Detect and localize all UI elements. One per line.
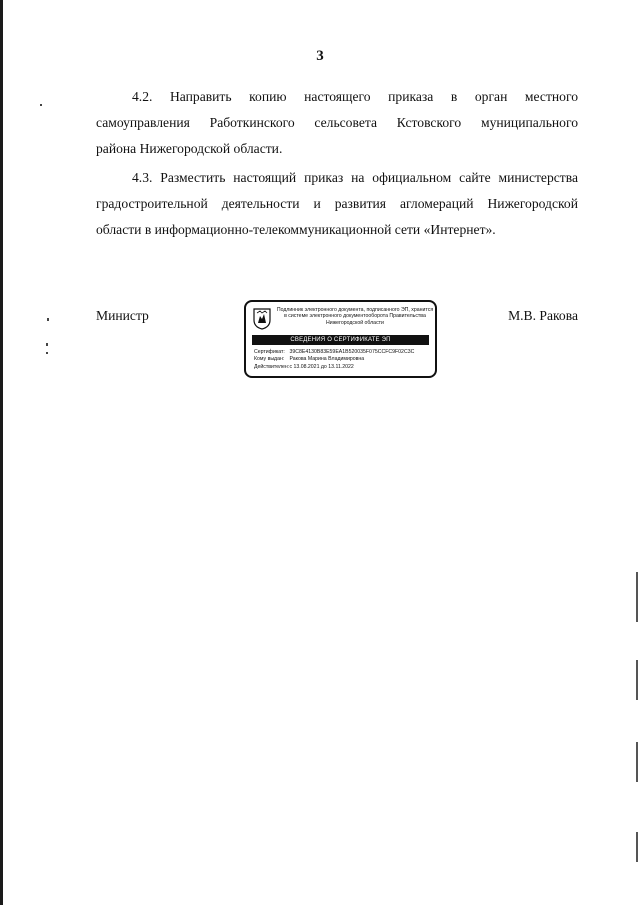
certificate-value: 39C8E4130B83E59EA1B520035F075CCFC9F02C3C — [289, 349, 415, 355]
owner-label: Кому выдан: — [254, 356, 285, 363]
paragraph-line: самоуправления Работкинского сельсовета Кстовского муниципального — [96, 115, 578, 130]
scan-speck — [47, 318, 49, 321]
stamp-header: Подлинник электронного документа, подписанного ЭП, хранится в системе электронного документооборота Правительства Нижегородской области — [276, 307, 434, 326]
validity-value: с 13.08.2021 до 13.11.2022 — [289, 363, 354, 370]
scan-right-mark — [636, 660, 638, 700]
owner-value: Ракова Марина Владимировна — [289, 356, 365, 363]
stamp-owner-row — [254, 356, 414, 363]
scan-speck — [46, 352, 48, 354]
paragraph-line: градостроительной деятельности и развития агломераций Нижегородской — [96, 196, 578, 211]
paragraph-4-3 — [96, 165, 578, 243]
electronic-signature-stamp — [244, 300, 437, 378]
validity-label: Действителен: — [254, 363, 290, 370]
signatory-name: М.В. Ракова — [508, 308, 578, 323]
paragraph-line: 4.3. Разместить настоящий приказ на официальном сайте министерства — [132, 170, 578, 185]
scan-right-mark — [636, 742, 638, 782]
stamp-validity-row — [254, 364, 414, 371]
paragraph-line: района Нижегородской области. — [96, 141, 283, 156]
scan-right-mark — [636, 832, 638, 862]
certificate-label: Сертификат: — [254, 349, 285, 355]
coat-of-arms-icon — [253, 308, 271, 330]
page-number: 3 — [316, 48, 324, 64]
scan-speck — [40, 104, 42, 106]
scan-right-mark — [636, 572, 638, 622]
paragraph-line: 4.2. Направить копию настоящего приказа в орган местного — [132, 89, 578, 104]
stamp-title: СВЕДЕНИЯ О СЕРТИФИКАТЕ ЭП — [252, 335, 429, 345]
scan-left-border — [0, 0, 3, 905]
paragraph-line: области в информационно-телекоммуникационной сети «Интернет». — [96, 222, 496, 237]
signatory-position: Министр — [96, 308, 149, 323]
paragraph-4-2 — [96, 84, 578, 162]
stamp-certificate-row — [254, 349, 414, 356]
scan-speck — [46, 343, 48, 346]
stamp-details — [254, 349, 414, 371]
